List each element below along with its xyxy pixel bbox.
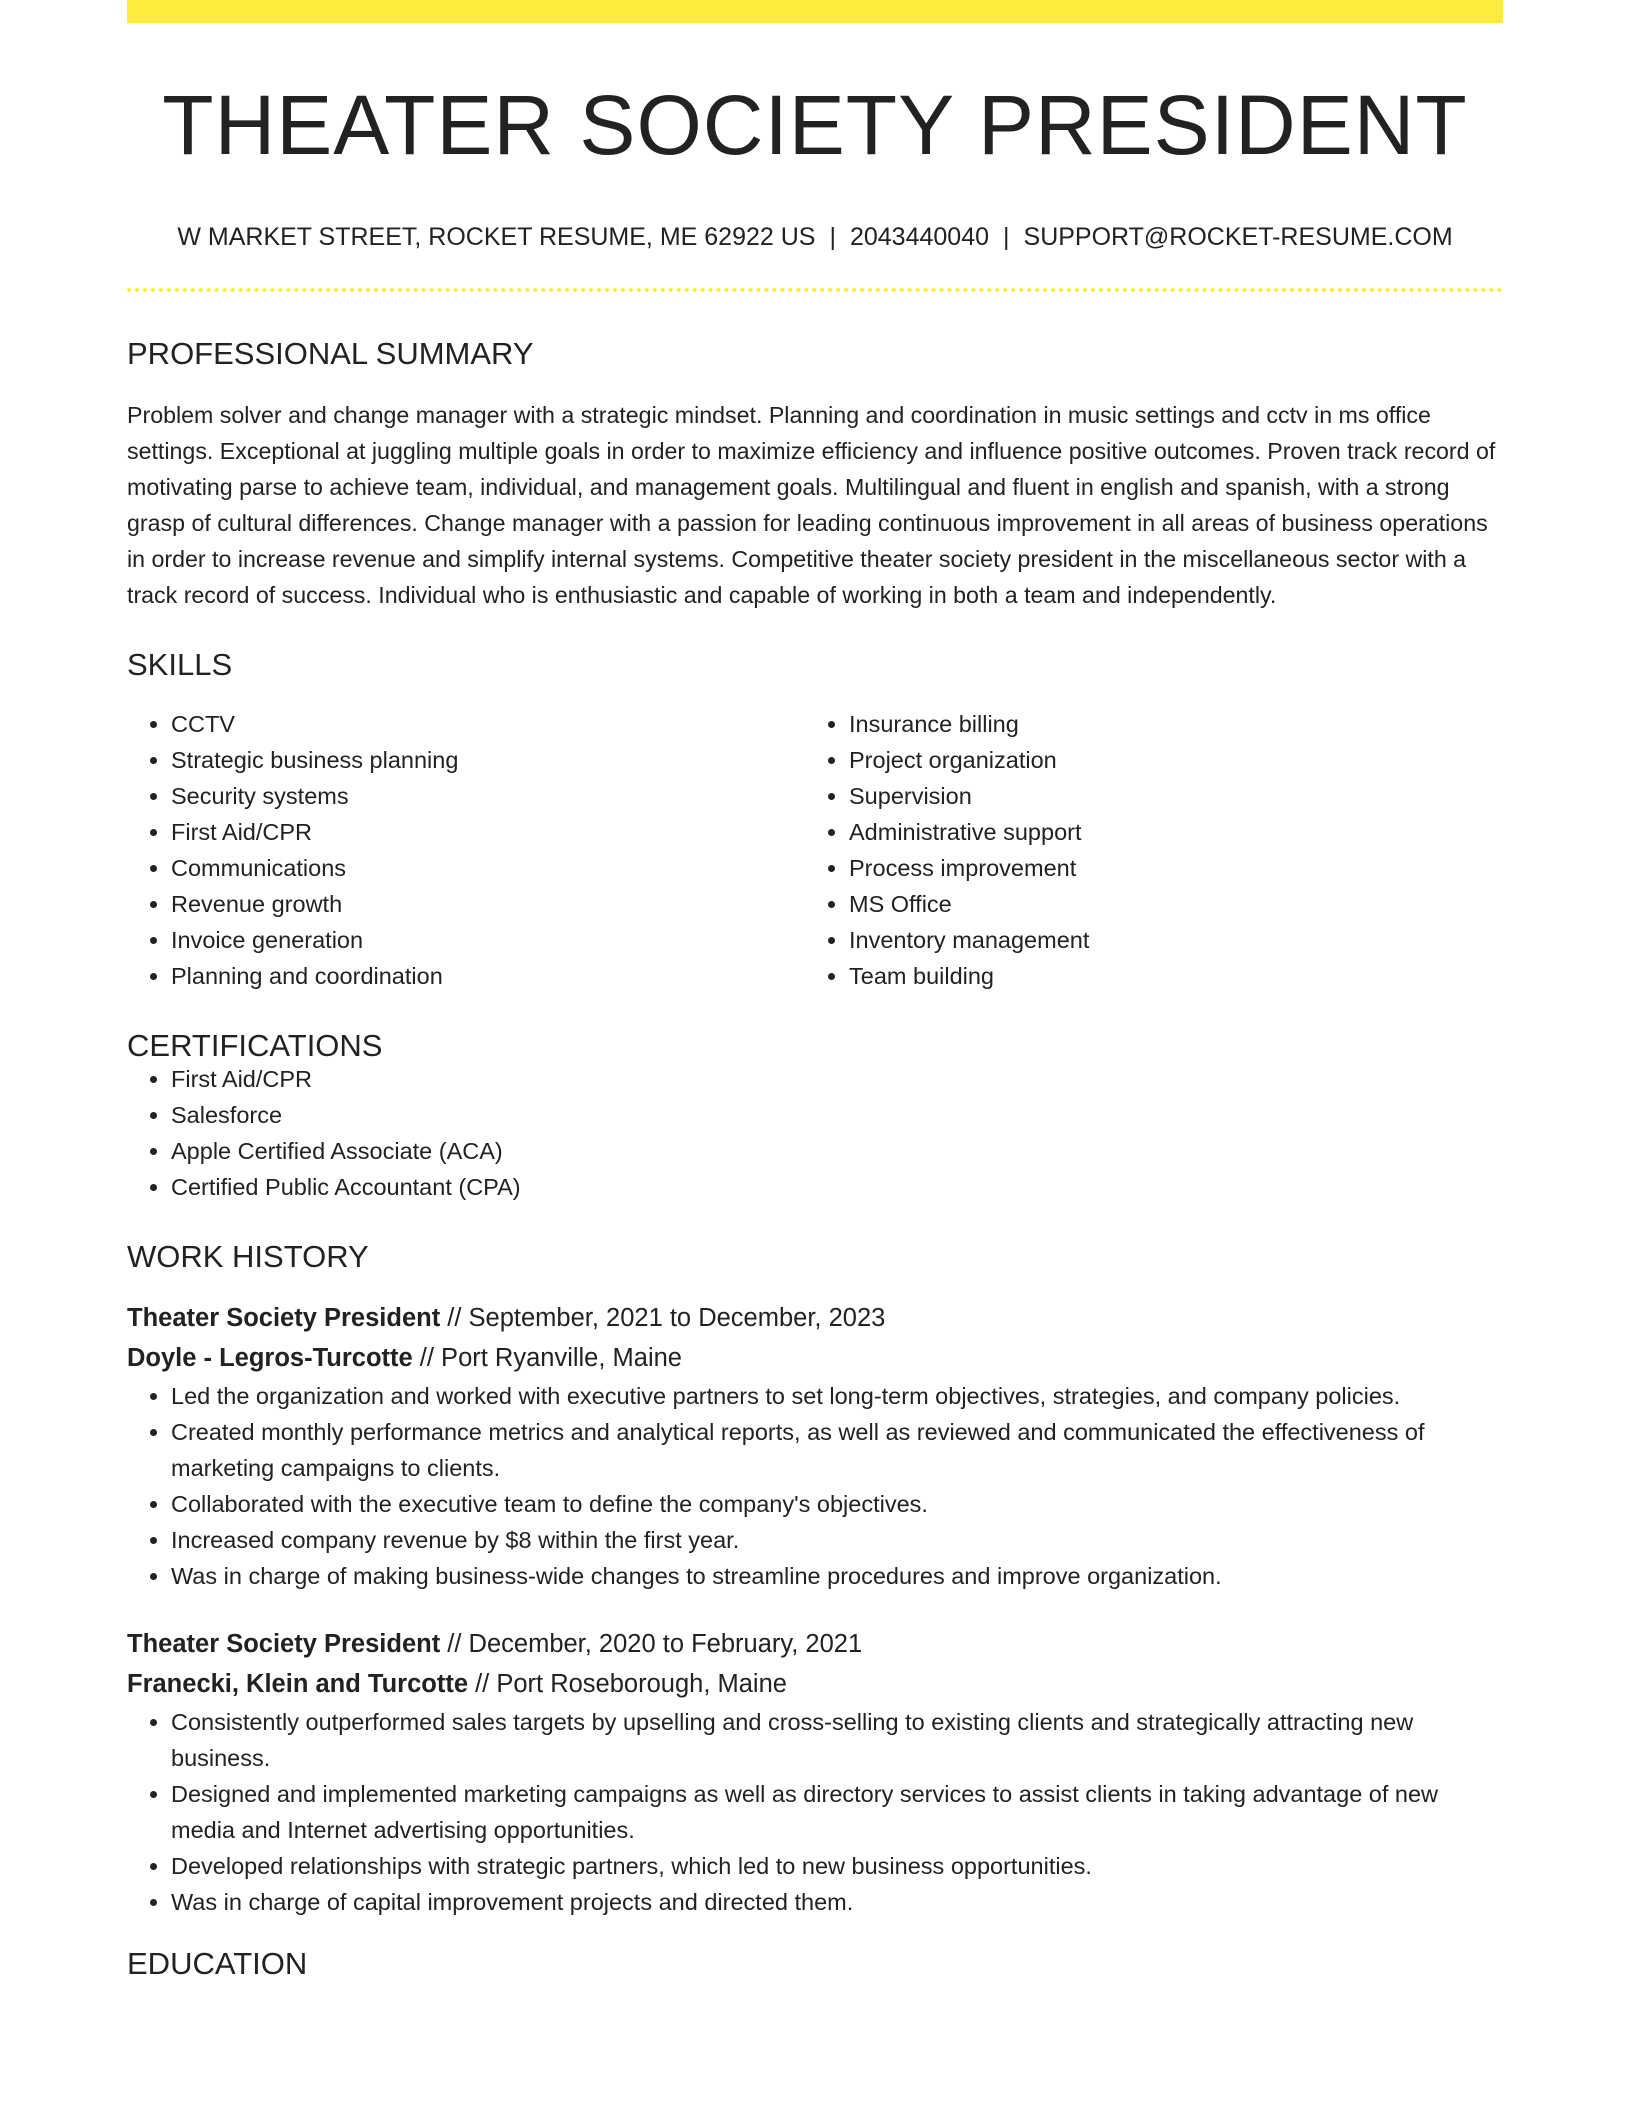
job-entry <box>127 1298 1503 1594</box>
job-bullet: • Was in charge of making business-wide changes to streamline procedures and improve organization. <box>171 1558 1503 1594</box>
job-dates: // December, 2020 to February, 2021 <box>440 1630 863 1658</box>
job-company-line <box>127 1338 1503 1378</box>
dotted-divider <box>127 288 1503 292</box>
job-bullet: • Designed and implemented marketing campaigns as well as directory services to assist clients in taking advantage of new media and Internet advertising opportunities. <box>171 1776 1503 1848</box>
job-bullet: • Led the organization and worked with executive partners to set long-term objectives, strategies, and company policies. <box>171 1378 1503 1414</box>
skills-heading: SKILLS <box>127 647 233 682</box>
job-company: Doyle - Legros-Turcotte <box>127 1344 413 1372</box>
summary-heading: PROFESSIONAL SUMMARY <box>127 336 534 371</box>
certifications-heading: CERTIFICATIONS <box>127 1028 383 1063</box>
skill-item: • Revenue growth <box>171 886 805 922</box>
skill-item: • First Aid/CPR <box>171 814 805 850</box>
job-role: Theater Society President <box>127 1304 441 1332</box>
job-dates: // September, 2021 to December, 2023 <box>440 1304 886 1332</box>
contact-email: SUPPORT@ROCKET-RESUME.COM <box>1023 223 1453 251</box>
skills-column-right <box>805 706 1483 994</box>
skill-item: • MS Office <box>849 886 1483 922</box>
certifications-list <box>127 1061 1503 1205</box>
job-bullets <box>127 1704 1503 1920</box>
job-location: // Port Roseborough, Maine <box>468 1670 787 1698</box>
job-company: Franecki, Klein and Turcotte <box>127 1670 469 1698</box>
skills-list-right <box>805 706 1483 994</box>
skills-columns <box>127 706 1503 994</box>
certification-item: • Apple Certified Associate (ACA) <box>171 1133 1503 1169</box>
skill-item: • Project organization <box>849 742 1483 778</box>
job-role-line <box>127 1298 1503 1338</box>
skill-item: • Invoice generation <box>171 922 805 958</box>
job-role: Theater Society President <box>127 1630 441 1658</box>
certification-item: • First Aid/CPR <box>171 1061 1503 1097</box>
job-bullet: • Consistently outperformed sales targets by upselling and cross-selling to existing clients and strategically attracting new business. <box>171 1704 1503 1776</box>
skill-item: • Inventory management <box>849 922 1483 958</box>
job-bullet: • Was in charge of capital improvement projects and directed them. <box>171 1884 1503 1920</box>
contact-separator: | <box>1003 223 1010 251</box>
resume-page <box>127 0 1503 1979</box>
skill-item: • CCTV <box>171 706 805 742</box>
skill-item: • Supervision <box>849 778 1483 814</box>
job-bullet: • Increased company revenue by $8 within the first year. <box>171 1522 1503 1558</box>
skill-item: • Team building <box>849 958 1483 994</box>
skills-column-left <box>127 706 805 994</box>
skill-item: • Strategic business planning <box>171 742 805 778</box>
certification-item: • Certified Public Accountant (CPA) <box>171 1169 1503 1205</box>
job-bullet: • Collaborated with the executive team to define the company's objectives. <box>171 1486 1503 1522</box>
skill-item: • Administrative support <box>849 814 1483 850</box>
skill-item: • Security systems <box>171 778 805 814</box>
skill-item: • Communications <box>171 850 805 886</box>
contact-line <box>127 225 1503 250</box>
job-bullets <box>127 1378 1503 1594</box>
job-company-line <box>127 1664 1503 1704</box>
skill-item: • Insurance billing <box>849 706 1483 742</box>
job-bullet: • Developed relationships with strategic partners, which led to new business opportunities. <box>171 1848 1503 1884</box>
contact-address: W MARKET STREET, ROCKET RESUME, ME 62922 US <box>177 223 816 251</box>
resume-name: THEATER SOCIETY PRESIDENT <box>162 78 1468 172</box>
education-heading: EDUCATION <box>127 1946 308 1981</box>
skill-item: • Planning and coordination <box>171 958 805 994</box>
job-location: // Port Ryanville, Maine <box>412 1344 682 1372</box>
certification-item: • Salesforce <box>171 1097 1503 1133</box>
summary-text: Problem solver and change manager with a strategic mindset. Planning and coordination in music settings and cctv in ms office settings. Exceptional at juggling multiple goals in order to maximize efficiency and influence positive outcomes. Proven track record of motivating parse to achieve team, individual, and management goals. Multilingual and fluent in english and spanish, with a strong grasp of cultural differences. Change manager with a passion for leading continuous improvement in all areas of business operations in order to increase revenue and simplify internal systems. Competitive theater society president in the miscellaneous sector with a track record of success. Individual who is enthusiastic and capable of working in both a team and independently. <box>127 402 1496 608</box>
skills-list-left <box>127 706 805 994</box>
accent-top-bar <box>127 0 1503 23</box>
contact-phone: 2043440040 <box>849 223 990 251</box>
contact-separator: | <box>829 223 836 251</box>
work-history-heading: WORK HISTORY <box>127 1239 369 1274</box>
job-entry <box>127 1624 1503 1920</box>
job-bullet: • Created monthly performance metrics and analytical reports, as well as reviewed and communicated the effectiveness of marketing campaigns to clients. <box>171 1414 1503 1486</box>
skill-item: • Process improvement <box>849 850 1483 886</box>
job-role-line <box>127 1624 1503 1664</box>
